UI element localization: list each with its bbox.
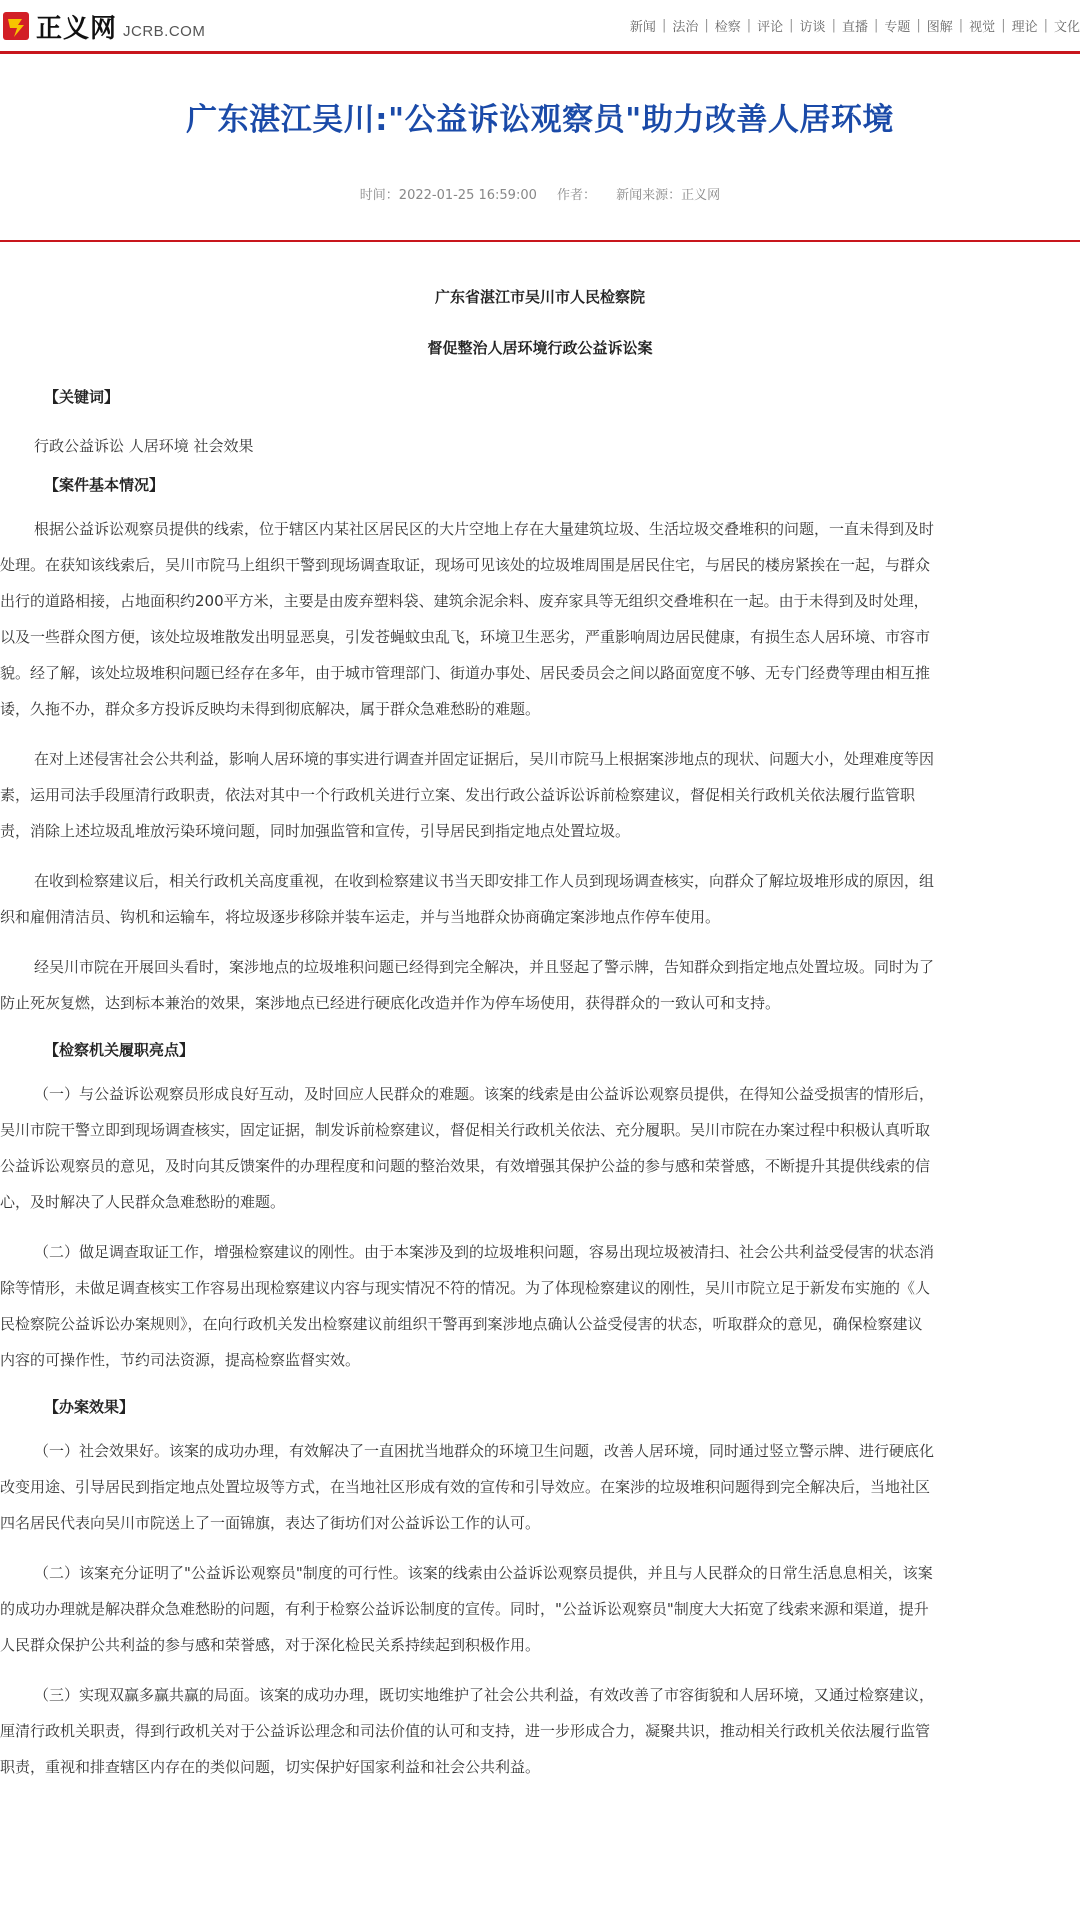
paragraph-line: 公益诉讼观察员的意见，及时向其反馈案件的办理程度和问题的整治效果，有效增强其保护公益的参与感和荣誉感，不断提升其提供线索的信 xyxy=(0,1157,931,1175)
paragraph-line: 职责，重视和排查辖区内存在的类似问题，切实保护好国家利益和社会公共利益。 xyxy=(0,1758,541,1776)
paragraph xyxy=(0,1433,1080,1541)
nav-link[interactable]: 访谈 xyxy=(799,20,826,35)
logo-text: 正义网 xyxy=(36,13,118,44)
organization-name: 广东省湛江市吴川市人民检察院 xyxy=(434,288,645,306)
paragraph-line: 素，运用司法手段厘清行政职责，依法对其中一个行政机关进行立案、发出行政公益诉讼诉前检察建议，督促相关行政机关依法履行监管职 xyxy=(0,786,916,804)
nav-link[interactable]: 法治 xyxy=(672,20,699,35)
section-heading: 【案件基本情况】 xyxy=(44,476,165,494)
nav-separator: | xyxy=(831,18,836,33)
section-heading: 【关键词】 xyxy=(44,388,120,406)
nav-link[interactable]: 直播 xyxy=(841,20,868,35)
nav-separator: | xyxy=(661,18,667,33)
nav-link[interactable]: 评论 xyxy=(757,20,784,35)
paragraph-line: 四名居民代表向吴川市院送上了一面锦旗，表达了街坊们对公益诉讼工作的认可。 xyxy=(0,1514,541,1532)
paragraph-line: 貌。经了解，该处垃圾堆积问题已经存在多年，由于城市管理部门、街道办事处、居民委员会之间以路面宽度不够、无专门经费等理由相互推 xyxy=(0,664,931,682)
publish-time: 时间：2022-01-25 16:59:00 xyxy=(359,188,537,203)
site-header xyxy=(0,0,1080,54)
paragraph-line: （一）与公益诉讼观察员形成良好互动，及时回应人民群众的难题。该案的线索是由公益诉讼观察员提供，在得知公益受损害的情形后， xyxy=(34,1085,935,1103)
paragraph-line: （二）做足调查取证工作，增强检察建议的刚性。由于本案涉及到的垃圾堆积问题，容易出现垃圾被清扫、社会公共利益受侵害的状态消 xyxy=(34,1243,935,1261)
article-meta xyxy=(0,184,1080,203)
nav-link[interactable]: 文化 xyxy=(1053,20,1080,35)
paragraph-line: （二）该案充分证明了"公益诉讼观察员"制度的可行性。该案的线索由公益诉讼观察员提供，并且与人民群众的日常生活息息相关，该案 xyxy=(34,1564,933,1582)
paragraph-line: 民检察院公益诉讼办案规则》，在向行政机关发出检察建议前组织干警再到案涉地点确认公益受侵害的状态，听取群众的意见，确保检察建议 xyxy=(0,1315,923,1333)
nav-separator: | xyxy=(873,18,879,33)
paragraph xyxy=(0,1234,1080,1378)
news-source: 新闻来源：正义网 xyxy=(616,188,721,203)
logo-emblem-icon xyxy=(2,9,32,43)
top-nav xyxy=(630,16,1080,35)
paragraph-line: 厘清行政机关职责，得到行政机关对于公益诉讼理念和司法价值的认可和支持，进一步形成合力，凝聚共识，推动相关行政机关依法履行监管 xyxy=(0,1722,931,1740)
paragraph-line: 经吴川市院在开展回头看时，案涉地点的垃圾堆积问题已经得到完全解决，并且竖起了警示牌，告知群众到指定地点处置垃圾。同时为了 xyxy=(34,958,935,976)
nav-link[interactable]: 检察 xyxy=(714,20,741,35)
nav-separator: | xyxy=(958,18,964,33)
nav-separator: | xyxy=(746,18,752,33)
nav-separator: | xyxy=(1043,18,1048,33)
nav-link[interactable]: 图解 xyxy=(926,20,953,35)
case-title: 督促整治人居环境行政公益诉讼案 xyxy=(427,339,653,357)
paragraph-line: 内容的可操作性，节约司法资源，提高检察监督实效。 xyxy=(0,1351,361,1369)
site-logo[interactable] xyxy=(2,6,205,46)
paragraph-line: 处理。在获知该线索后，吴川市院马上组织干警到现场调查取证，现场可见该处的垃圾堆周围是居民住宅，与居民的楼房紧挨在一起，与群众 xyxy=(0,556,931,574)
section-heading: 【检察机关履职亮点】 xyxy=(44,1041,195,1059)
logo-domain: JCRB.COM xyxy=(123,22,206,40)
paragraph-line: 心，及时解决了人民群众急难愁盼的难题。 xyxy=(0,1193,286,1211)
keywords: 行政公益诉讼 人居环境 社会效果 xyxy=(34,437,254,455)
paragraph-line: 改变用途、引导居民到指定地点处置垃圾等方式，在当地社区形成有效的宣传和引导效应。在案涉的垃圾堆积问题得到完全解决后，当地社区 xyxy=(0,1478,931,1496)
section-heading: 【办案效果】 xyxy=(44,1398,135,1416)
article-header xyxy=(0,56,1080,242)
nav-separator: | xyxy=(704,18,709,33)
paragraph xyxy=(0,1076,1080,1220)
nav-separator: | xyxy=(1001,18,1006,33)
nav-separator: | xyxy=(789,18,794,33)
nav-link[interactable]: 新闻 xyxy=(629,20,656,35)
paragraph-line: 责，消除上述垃圾乱堆放污染环境问题，同时加强监管和宣传，引导居民到指定地点处置垃圾。 xyxy=(0,822,631,840)
article-body xyxy=(0,260,1080,1785)
paragraph-line: 除等情形，未做足调查核实工作容易出现检察建议内容与现实情况不符的情况。为了体现检察建议的刚性，吴川市院立足于新发布实施的《人 xyxy=(0,1279,931,1297)
paragraph-line: 出行的道路相接，占地面积约200平方米，主要是由废弃塑料袋、建筑余泥余料、废弃家具等无组织交叠堆积在一起。由于未得到及时处理， xyxy=(0,592,929,610)
paragraph-line: （一）社会效果好。该案的成功办理，有效解决了一直困扰当地群众的环境卫生问题，改善人居环境，同时通过竖立警示牌、进行硬底化 xyxy=(34,1442,935,1460)
paragraph-line: 防止死灰复燃，达到标本兼治的效果，案涉地点已经进行硬底化改造并作为停车场使用，获得群众的一致认可和支持。 xyxy=(0,994,781,1012)
paragraph xyxy=(0,511,1080,727)
paragraph xyxy=(0,741,1080,849)
author: 作者： xyxy=(557,188,597,203)
paragraph-line: （三）实现双赢多赢共赢的局面。该案的成功办理，既切实地维护了社会公共利益，有效改善了市容街貌和人居环境，又通过检察建议， xyxy=(34,1686,935,1704)
paragraph-line: 在收到检察建议后，相关行政机关高度重视，在收到检察建议书当天即安排工作人员到现场调查核实，向群众了解垃圾堆形成的原因，组 xyxy=(34,872,935,890)
paragraph xyxy=(0,949,1080,1021)
paragraph xyxy=(0,1555,1080,1663)
paragraph xyxy=(0,863,1080,935)
paragraph-line: 人民群众保护公共利益的参与感和荣誉感，对于深化检民关系持续起到积极作用。 xyxy=(0,1636,541,1654)
paragraph-line: 吴川市院干警立即到现场调查核实，固定证据，制发诉前检察建议，督促相关行政机关依法、充分履职。吴川市院在办案过程中积极认真听取 xyxy=(0,1121,931,1139)
nav-link[interactable]: 视觉 xyxy=(969,20,996,35)
paragraph-line: 织和雇佣清洁员、钩机和运输车，将垃圾逐步移除并装车运走，并与当地群众协商确定案涉地点作停车使用。 xyxy=(0,908,721,926)
paragraph-line: 在对上述侵害社会公共利益，影响人居环境的事实进行调查并固定证据后，吴川市院马上根据案涉地点的现状、问题大小，处理难度等因 xyxy=(34,750,935,768)
nav-link[interactable]: 理论 xyxy=(1011,20,1038,35)
article-title: 广东湛江吴川:"公益诉讼观察员"助力改善人居环境 xyxy=(186,102,894,138)
paragraph-line: 根据公益诉讼观察员提供的线索，位于辖区内某社区居民区的大片空地上存在大量建筑垃圾、生活垃圾交叠堆积的问题，一直未得到及时 xyxy=(34,520,935,538)
paragraph-line: 诿，久拖不办，群众多方投诉反映均未得到彻底解决，属于群众急难愁盼的难题。 xyxy=(0,700,541,718)
nav-separator: | xyxy=(916,18,921,33)
paragraph xyxy=(0,1677,1080,1785)
paragraph-line: 的成功办理就是解决群众急难愁盼的问题，有利于检察公益诉讼制度的宣传。同时，"公益诉讼观察员"制度大大拓宽了线索来源和渠道，提升 xyxy=(0,1600,929,1618)
nav-link[interactable]: 专题 xyxy=(884,20,911,35)
paragraph-line: 以及一些群众图方便，该处垃圾堆散发出明显恶臭，引发苍蝇蚊虫乱飞，环境卫生恶劣，严重影响周边居民健康，有损生态人居环境、市容市 xyxy=(0,628,931,646)
